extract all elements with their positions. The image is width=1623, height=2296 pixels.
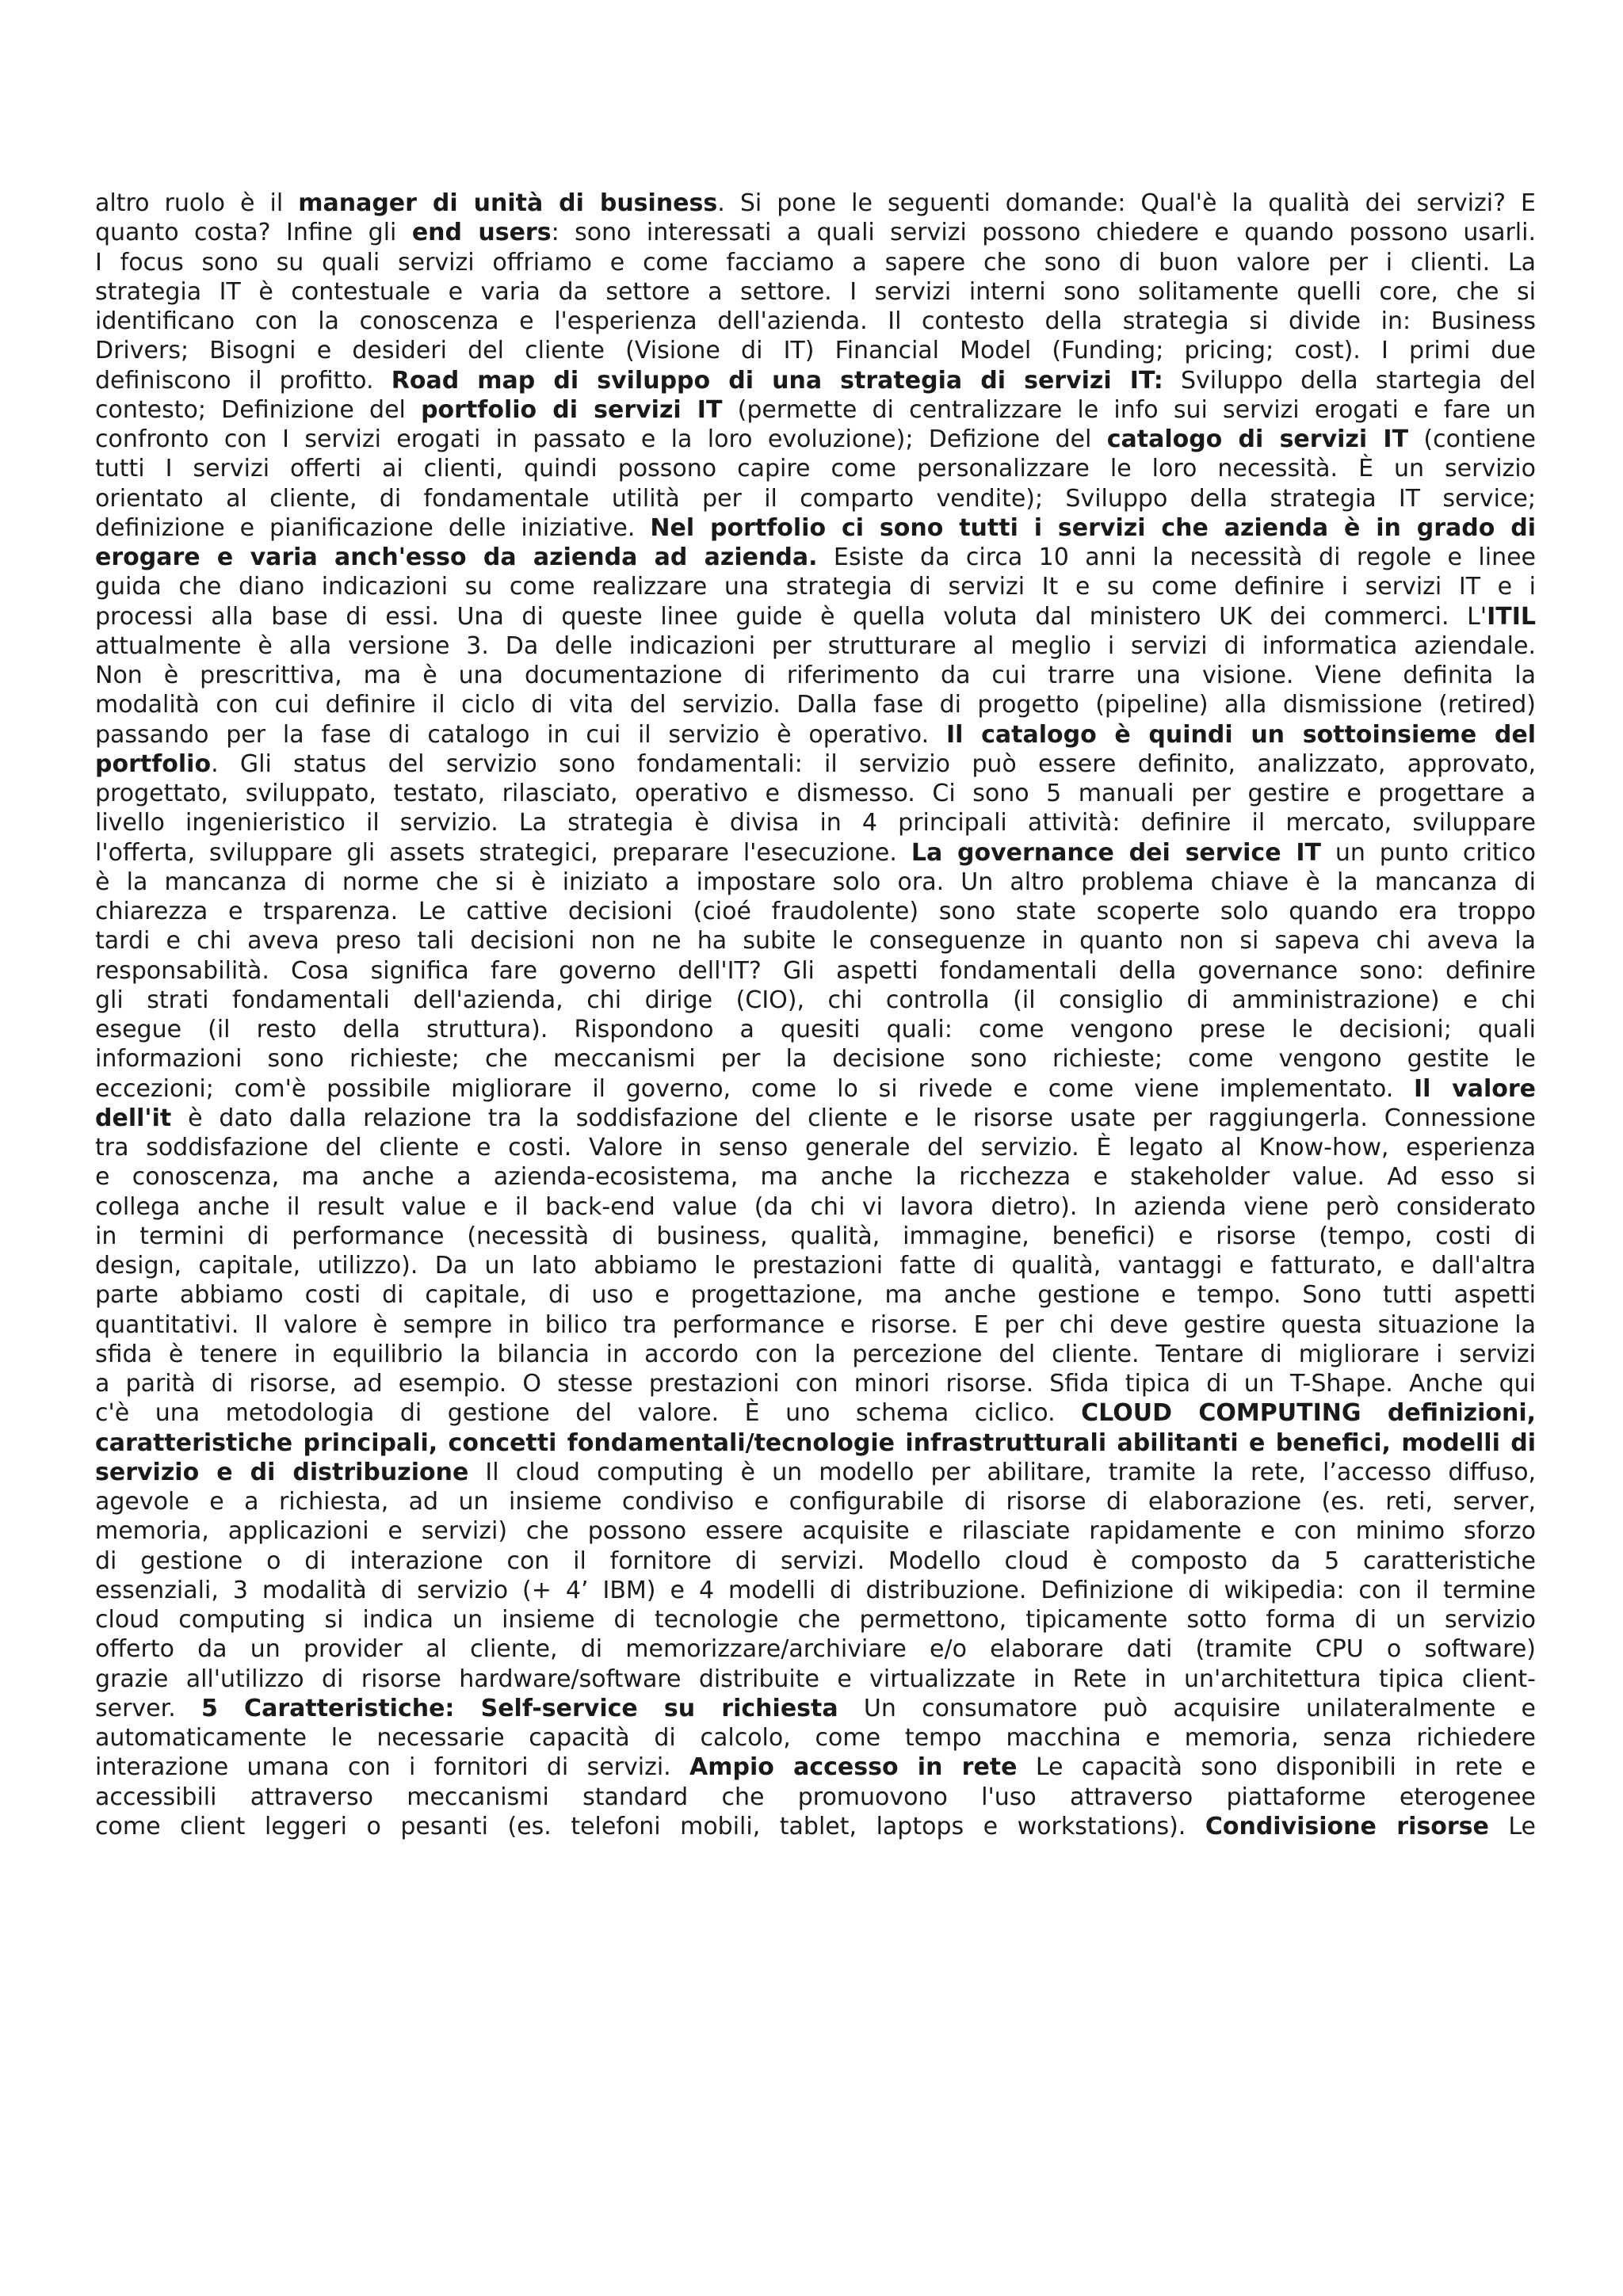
text-line: e conoscenza, ma anche a azienda-ecosistema, ma anche la ricchezza e stakeholder value. Ad esso si (95, 1163, 1536, 1192)
text-line: agevole e a richiesta, ad un insieme condiviso e configurabile di risorse di elaborazione (es. reti, server, (95, 1488, 1536, 1516)
text-line: l'offerta, sviluppare gli assets strategici, preparare l'esecuzione. La governance dei service IT un punto critico (95, 838, 1536, 867)
text-line: identificano con la conoscenza e l'esperienza dell'azienda. Il contesto della strategia si divide in: Business (95, 307, 1536, 335)
bold-text: CLOUD COMPUTING definizioni, (1081, 1399, 1536, 1428)
text-line: tardi e chi aveva preso tali decisioni non ne ha subite le conseguenze in quanto non si sapeva chi aveva la (95, 927, 1536, 955)
text-line: tutti I servizi offerti ai clienti, quindi possono capire come personalizzare le loro necessità. È un servizio (95, 455, 1536, 483)
bold-text: Ampio accesso in rete (689, 1753, 1018, 1782)
bold-text: erogare e varia anch'esso da azienda ad azienda. (95, 543, 818, 571)
text-line: sfida è tenere in equilibrio la bilancia in accordo con la percezione del cliente. Tentare di migliorare i servizi (95, 1340, 1536, 1368)
text-line: informazioni sono richieste; che meccanismi per la decisione sono richieste; come vengono gestite le (95, 1045, 1536, 1074)
text-line: di gestione o di interazione con il fornitore di servizi. Modello cloud è composto da 5 caratteristiche (95, 1547, 1536, 1575)
text-line: parte abbiamo costi di capitale, di uso e progettazione, ma anche gestione e tempo. Sono tutti aspetti (95, 1281, 1536, 1310)
text-line: memoria, applicazioni e servizi) che possono essere acquisite e rilasciate rapidamente e con minimo sforzo (95, 1517, 1536, 1546)
text-line: orientato al cliente, di fondamentale utilità per il comparto vendite); Sviluppo della strategia IT service; (95, 484, 1536, 513)
text-line: come client leggeri o pesanti (es. telefoni mobili, tablet, laptops e workstations). Condivisione risorse Le (95, 1812, 1536, 1840)
bold-text: Condivisione risorse (1205, 1812, 1489, 1840)
text-line: quanto costa? Infine gli end users: sono interessati a quali servizi possono chiedere e quando possono usarli. (95, 219, 1536, 247)
text-line: definiscono il profitto. Road map di sviluppo di una strategia di servizi IT: Sviluppo della startegia del (95, 366, 1536, 395)
bold-text: Il catalogo è quindi un sottoinsieme del (945, 720, 1536, 749)
text-line: dell'it è dato dalla relazione tra la soddisfazione del cliente e le risorse usate per raggiungerla. Connessione (95, 1104, 1536, 1132)
text-line: servizio e di distribuzione Il cloud computing è un modello per abilitare, tramite la rete, l’accesso diffuso, (95, 1458, 1536, 1486)
text-line: Non è prescrittiva, ma è una documentazione di riferimento da cui trarre una visione. Viene definita la (95, 662, 1536, 689)
text-line: erogare e varia anch'esso da azienda ad azienda. Esiste da circa 10 anni la necessità di regole e linee (95, 543, 1536, 571)
text-line: guida che diano indicazioni su come realizzare una strategia di servizi It e su come definire i servizi IT e i (95, 573, 1536, 601)
text-line: passando per la fase di catalogo in cui il servizio è operativo. Il catalogo è quindi un sottoinsieme del (95, 720, 1536, 749)
text-line: esegue (il resto della struttura). Rispondono a quesiti quali: come vengono prese le decisioni; quali (95, 1016, 1536, 1043)
text-line: definizione e pianificazione delle iniziative. Nel portfolio ci sono tutti i servizi che azienda è in grado di (95, 513, 1537, 542)
text-line: gli strati fondamentali dell'azienda, chi dirige (CIO), chi controlla (il consiglio di amministrazione) e chi (95, 986, 1536, 1014)
bold-text: ITIL (1487, 602, 1536, 631)
text-line: cloud computing si indica un insieme di tecnologie che permettono, tipicamente sotto forma di un servizio (95, 1606, 1536, 1634)
bold-text: servizio e di distribuzione (95, 1458, 469, 1486)
text-line: essenziali, 3 modalità di servizio (+ 4’ IBM) e 4 modelli di distribuzione. Definizione di wikipedia: con il termine (95, 1576, 1536, 1604)
bold-text: La governance dei service IT (911, 838, 1321, 867)
document-page (95, 189, 1536, 1841)
text-line: accessibili attraverso meccanismi standard che promuovono l'uso attraverso piattaforme eterogenee (95, 1783, 1536, 1811)
text-line: tra soddisfazione del cliente e costi. Valore in senso generale del servizio. È legato al Know-how, esperienza (95, 1134, 1536, 1161)
text-line: eccezioni; com'è possibile migliorare il governo, come lo si rivede e come viene implementato. Il valore (95, 1074, 1536, 1103)
text-line: attualmente è alla versione 3. Da delle indicazioni per strutturare al meglio i servizi di informatica aziendale. (95, 631, 1536, 660)
text-line: in termini di performance (necessità di business, qualità, immagine, benefici) e risorse (tempo, costi di (95, 1222, 1536, 1250)
text-line: c'è una metodologia di gestione del valore. È uno schema ciclico. CLOUD COMPUTING definizioni, (95, 1399, 1536, 1428)
text-line: altro ruolo è il manager di unità di business. Si pone le seguenti domande: Qual'è la qualità dei servizi? E (95, 189, 1536, 217)
text-line: chiarezza e trsparenza. Le cattive decisioni (cioé fraudolente) sono state scoperte solo quando era troppo (95, 898, 1536, 925)
text-line: è la mancanza di norme che si è iniziato a impostare solo ora. Un altro problema chiave è la mancanza di (95, 868, 1536, 896)
text-line: strategia IT è contestuale e varia da settore a settore. I servizi interni sono solitamente quelli core, che si (95, 277, 1536, 306)
bold-text: 5 Caratteristiche: Self-service su richiesta (201, 1694, 838, 1722)
text-line: quantitativi. Il valore è sempre in bilico tra performance e risorse. E per chi deve gestire questa situazione la (95, 1310, 1536, 1339)
text-line: responsabilità. Cosa significa fare governo dell'IT? Gli aspetti fondamentali della governance sono: definire (95, 956, 1536, 985)
text-line: I focus sono su quali servizi offriamo e come facciamo a sapere che sono di buon valore per i clienti. La (95, 248, 1536, 277)
bold-text: dell'it (95, 1104, 172, 1132)
bold-text: end users (411, 219, 552, 247)
text-line: portfolio. Gli status del servizio sono fondamentali: il servizio può essere definito, analizzato, approvato, (95, 749, 1536, 778)
text-line: a parità di risorse, ad esempio. O stesse prestazioni con minori risorse. Sfida tipica di un T-Shape. Anche qui (95, 1370, 1536, 1398)
bold-text: Il valore (1414, 1074, 1536, 1103)
text-line: automaticamente le necessarie capacità di calcolo, come tempo macchina e memoria, senza richiedere (95, 1724, 1536, 1752)
text-line: confronto con I servizi erogati in passato e la loro evoluzione); Defizione del catalogo di servizi IT (contiene (95, 425, 1536, 453)
bold-text: portfolio (95, 749, 212, 778)
bold-text: Road map di sviluppo di una strategia di servizi IT: (391, 366, 1163, 395)
bold-text: portfolio di servizi IT (421, 395, 723, 424)
text-line: server. 5 Caratteristiche: Self-service su richiesta Un consumatore può acquisire unilateralmente e (95, 1694, 1536, 1722)
text-line: livello ingenieristico il servizio. La strategia è divisa in 4 principali attività: definire il mercato, sviluppare (95, 809, 1536, 837)
text-line: offerto da un provider al cliente, di memorizzare/archiviare e/o elaborare dati (tramite CPU o software) (95, 1635, 1536, 1664)
text-line: progettato, sviluppato, testato, rilasciato, operativo e dismesso. Ci sono 5 manuali per gestire e progettare a (95, 780, 1536, 807)
text-line: collega anche il result value e il back-end value (da chi vi lavora dietro). In azienda viene però considerato (95, 1192, 1536, 1221)
text-line: modalità con cui definire il ciclo di vita del servizio. Dalla fase di progetto (pipeline) alla dismissione (retired) (95, 691, 1536, 719)
text-line (95, 1428, 1536, 1458)
bold-text: catalogo di servizi IT (1106, 425, 1409, 453)
text-line: contesto; Definizione del portfolio di servizi IT (permette di centralizzare le info sui servizi erogati e fare un (95, 395, 1537, 424)
text-line: design, capitale, utilizzo). Da un lato abbiamo le prestazioni fatte di qualità, vantaggi e fatturato, e dall'altra (95, 1252, 1536, 1280)
bold-text: caratteristiche principali, concetti fondamentali/tecnologie infrastrutturali abilitanti e benefici, modelli di (95, 1428, 1536, 1457)
bold-text: Nel portfolio ci sono tutti i servizi che azienda è in grado di (650, 513, 1537, 542)
text-line: interazione umana con i fornitori di servizi. Ampio accesso in rete Le capacità sono disponibili in rete e (95, 1753, 1536, 1782)
text-line: Drivers; Bisogni e desideri del cliente (Visione di IT) Financial Model (Funding; pricing; cost). I primi due (95, 337, 1536, 365)
text-line: processi alla base di essi. Una di queste linee guide è quella voluta dal ministero UK dei commerci. L'ITIL (95, 602, 1536, 631)
text-line: grazie all'utilizzo di risorse hardware/software distribuite e virtualizzate in Rete in un'architettura tipica client- (95, 1665, 1536, 1693)
bold-text: manager di unità di business (298, 189, 718, 217)
